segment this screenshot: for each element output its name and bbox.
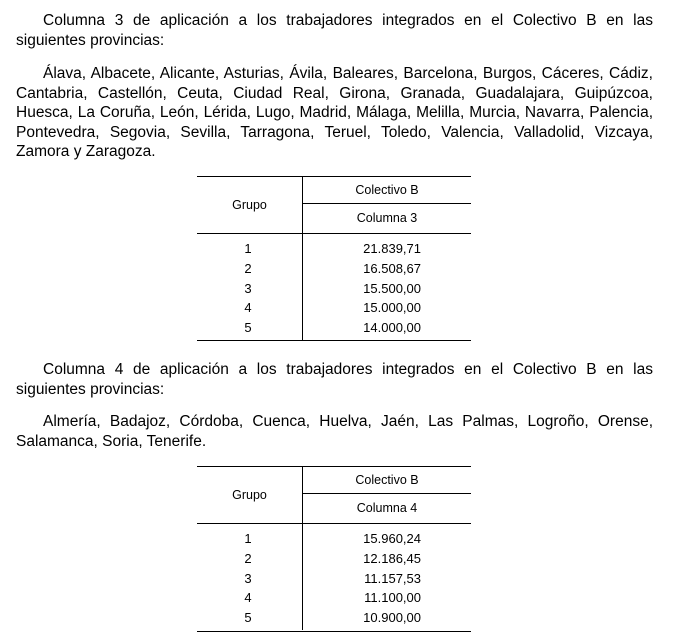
grupo-cell: 3 [244, 280, 252, 296]
table-header [197, 177, 471, 234]
valor-cell: 12.186,45 [363, 550, 421, 566]
grupo-cell: 4 [244, 300, 252, 316]
table-row [197, 608, 471, 628]
valor-cell: 10.900,00 [363, 610, 421, 626]
table-row [197, 529, 471, 549]
salary-table-columna-3 [197, 176, 471, 341]
salary-table-columna-4 [197, 466, 471, 632]
grupo-cell: 5 [244, 320, 252, 336]
valor-cell: 15.960,24 [363, 531, 421, 546]
columna-header: Columna 3 [302, 204, 471, 233]
valor-cell: 15.000,00 [363, 300, 421, 316]
grupo-cell: 4 [244, 590, 252, 606]
table-body [197, 234, 471, 338]
valor-cell: 15.500,00 [363, 280, 421, 296]
columna-header: Columna 4 [302, 494, 471, 523]
table-row [197, 239, 471, 259]
grupo-cell: 3 [244, 570, 252, 586]
section1-provinces: Álava, Albacete, Alicante, Asturias, Ávila, Baleares, Barcelona, Burgos, Cáceres, Cádiz, Cantabria, Castellón, Ceuta, Ciudad Real, Girona, Granada, Guadalajara, Guipúzcoa, Huesca, La Coruña, León, Lérida, Lugo, Madrid, Málaga, Melilla, Murcia, Navarra, Palencia, Pontevedra, Segovia, Sevilla, Tarragona, Teruel, Toledo, Valencia, Valladolid, Vizcaya, Zamora y Zaragoza. [16, 65, 653, 160]
grupo-cell: 2 [244, 550, 252, 566]
table-row [197, 549, 471, 569]
section2-intro: Columna 4 de aplicación a los trabajadores integrados en el Colectivo B en las siguientes provincias: [16, 361, 653, 398]
valor-cell: 16.508,67 [363, 260, 421, 276]
grupo-cell: 1 [244, 531, 252, 546]
valor-cell: 21.839,71 [363, 241, 421, 256]
grupo-header: Grupo [232, 488, 267, 502]
section1-intro: Columna 3 de aplicación a los trabajadores integrados en el Colectivo B en las siguientes provincias: [16, 12, 653, 49]
valor-cell: 11.157,53 [364, 570, 421, 586]
table-row [197, 318, 471, 338]
table-row [197, 259, 471, 279]
table-body [197, 524, 471, 628]
table-row [197, 588, 471, 608]
grupo-cell: 1 [244, 241, 252, 256]
table-row [197, 569, 471, 589]
valor-cell: 14.000,00 [363, 320, 421, 336]
colectivo-header: Colectivo B [302, 467, 471, 494]
table-row [197, 279, 471, 299]
grupo-header: Grupo [232, 198, 267, 212]
grupo-cell: 2 [244, 260, 252, 276]
colectivo-header: Colectivo B [302, 177, 471, 204]
section2-provinces: Almería, Badajoz, Córdoba, Cuenca, Huelva, Jaén, Las Palmas, Logroño, Orense, Salamanca, Soria, Tenerife. [16, 413, 653, 450]
table-row [197, 298, 471, 318]
valor-cell: 11.100,00 [364, 590, 421, 606]
table-header [197, 467, 471, 524]
grupo-cell: 5 [244, 610, 252, 626]
